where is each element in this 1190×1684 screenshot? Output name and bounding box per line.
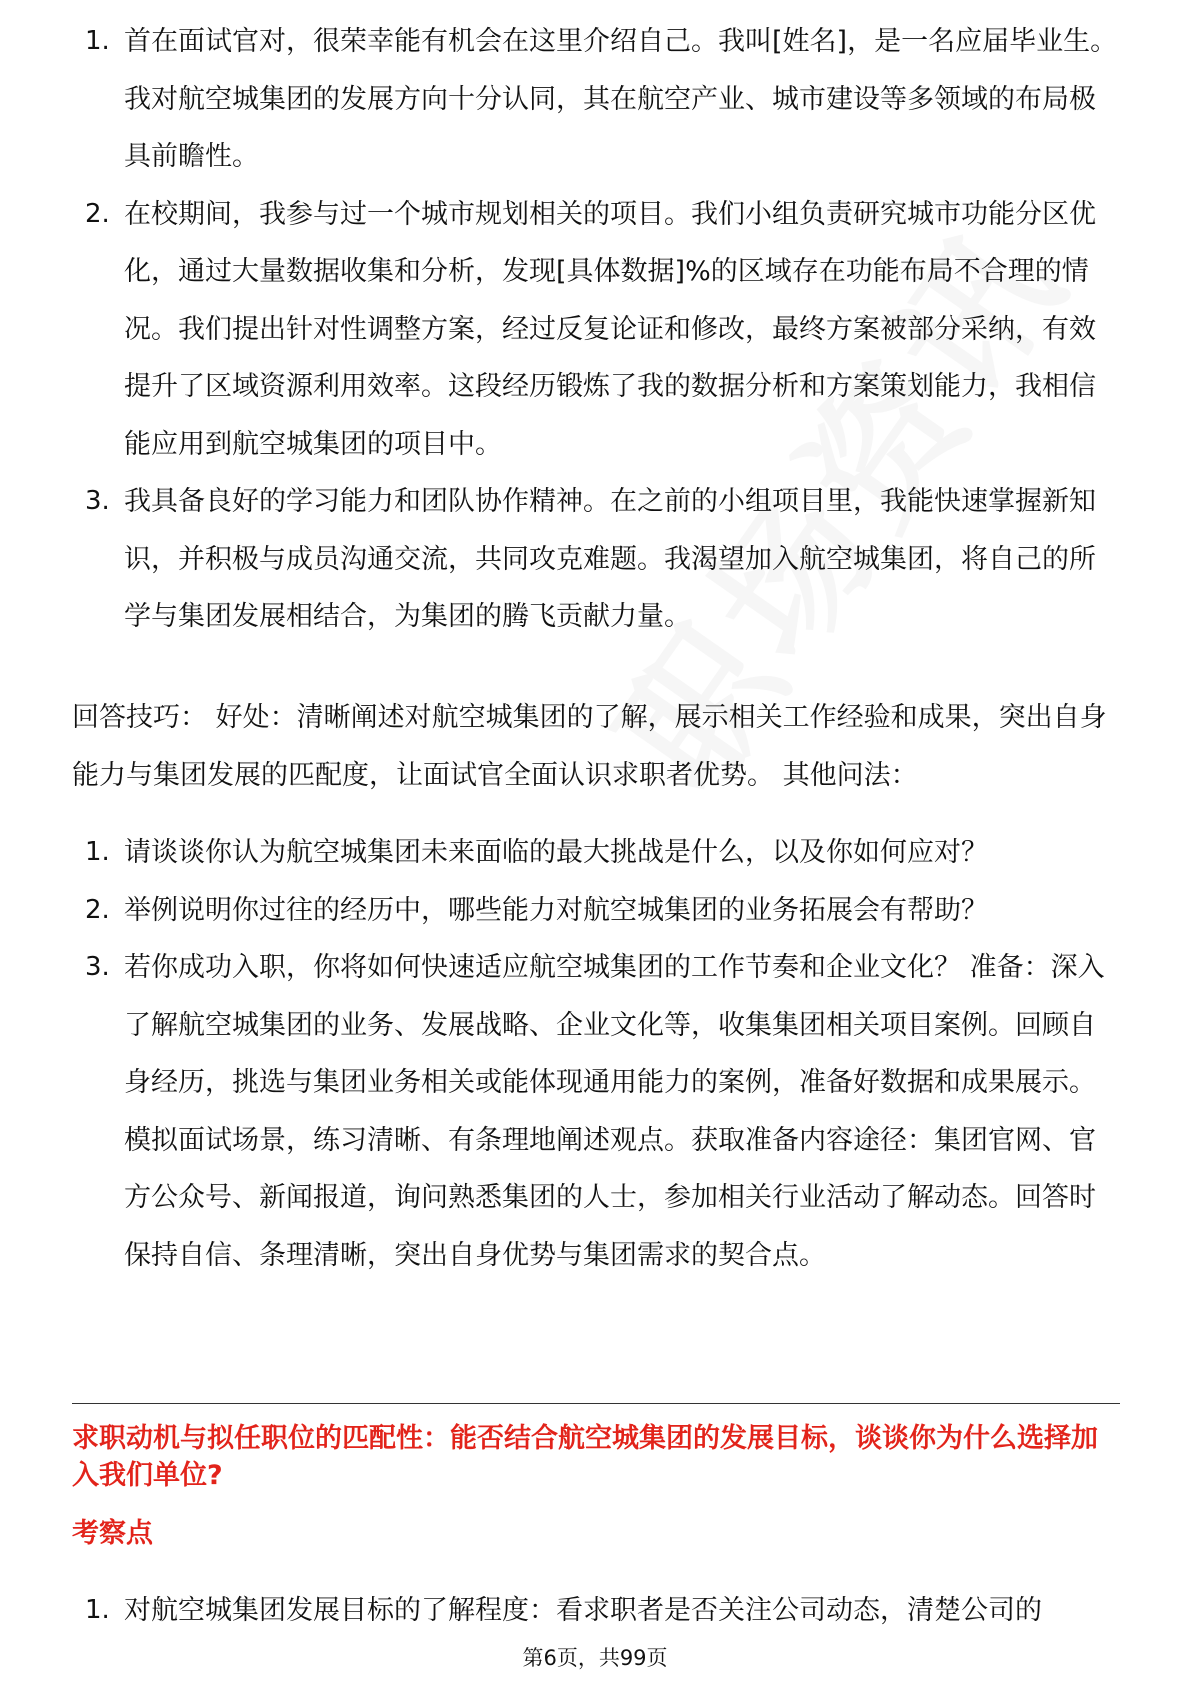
list-number: 3. [85, 952, 110, 982]
section-divider [72, 1403, 1120, 1404]
assessment-points-list [0, 1582, 1190, 1640]
list-item [0, 939, 1190, 1284]
list-item [0, 473, 1190, 646]
list-item [0, 13, 1190, 186]
answer-list [0, 13, 1190, 646]
list-item-text: 若你成功入职，你将如何快速适应航空城集团的工作节奏和企业文化？ 准备：深入了解航空城集团的业务、发展战略、企业文化等，收集集团相关项目案例。回顾自身经历，挑选与集团业务相关或能体现通用能力的案例，准备好数据和成果展示。模拟面试场景，练习清晰、有条理地阐述观点。获取准备内容途径：集团官网、官方公众号、新闻报道，询问熟悉集团的人士，参加相关行业活动了解动态。回答时保持自信、条理清晰，突出自身优势与集团需求的契合点。 [124, 952, 1105, 1271]
list-item-text: 对航空城集团发展目标的了解程度：看求职者是否关注公司动态，清楚公司的 [124, 1595, 1042, 1626]
list-number: 1. [85, 837, 110, 867]
list-item [0, 824, 1190, 882]
list-item-text: 我具备良好的学习能力和团队协作精神。在之前的小组项目里，我能快速掌握新知识，并积极与成员沟通交流，共同攻克难题。我渴望加入航空城集团，将自己的所学与集团发展相结合，为集团的腾飞贡献力量。 [124, 486, 1096, 632]
list-item [0, 186, 1190, 474]
sub-heading: 考察点 [72, 1518, 153, 1549]
page-number: 第6页，共99页 [522, 1646, 668, 1670]
list-number: 1. [85, 26, 110, 56]
list-item [0, 1582, 1190, 1640]
list-item [0, 882, 1190, 940]
list-number: 1. [85, 1595, 110, 1625]
tips-paragraph: 回答技巧： 好处：清晰阐述对航空城集团的了解，展示相关工作经验和成果，突出自身能力与集团发展的匹配度，让面试官全面认识求职者优势。 其他问法： [72, 702, 1107, 791]
list-item-text: 请谈谈你认为航空城集团未来面临的最大挑战是什么，以及你如何应对？ [124, 837, 988, 868]
list-number: 3. [85, 486, 110, 516]
section-title: 求职动机与拟任职位的匹配性：能否结合航空城集团的发展目标，谈谈你为什么选择加入我们单位? [72, 1423, 1098, 1491]
list-item-text: 举例说明你过往的经历中，哪些能力对航空城集团的业务拓展会有帮助？ [124, 894, 988, 926]
list-number: 2. [85, 894, 110, 925]
list-item-text: 首在面试官对，很荣幸能有机会在这里介绍自己。我叫[姓名]，是一名应届毕业生。我对航空城集团的发展方向十分认同，其在航空产业、城市建设等多领域的布局极具前瞻性。 [124, 26, 1118, 172]
list-number: 2. [85, 198, 110, 229]
list-item-text: 在校期间，我参与过一个城市规划相关的项目。我们小组负责研究城市功能分区优化，通过大量数据收集和分析，发现[具体数据]%的区域存在功能布局不合理的情况。我们提出针对性调整方案，经过反复论证和修改，最终方案被部分采纳，有效提升了区域资源利用效率。这段经历锻炼了我的数据分析和方案策划能力，我相信能应用到航空城集团的项目中。 [124, 198, 1096, 460]
page-footer [0, 1644, 1190, 1672]
other-questions-list [0, 824, 1190, 1284]
